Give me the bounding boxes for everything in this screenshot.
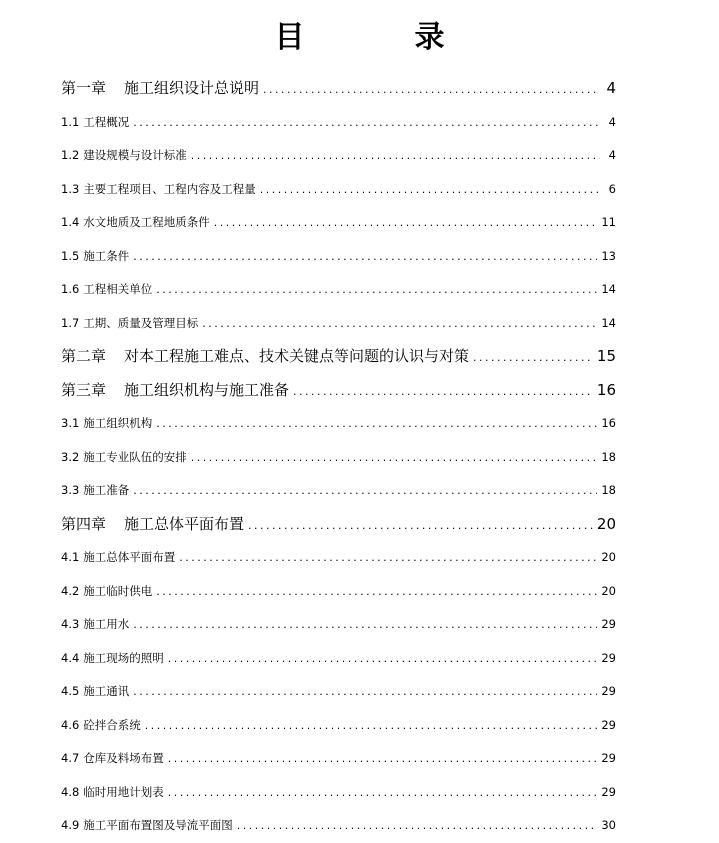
entry-number: 第一章 [61,79,107,97]
entry-title: 施工现场的照明 [83,650,164,665]
entry-title: 施工专业队伍的安排 [83,449,187,464]
entry-page-number: 16 [601,416,616,430]
dot-leader [133,608,597,642]
entry-title: 水文地质及工程地质条件 [83,215,210,229]
dot-leader [133,675,597,709]
dot-leader [473,341,593,375]
dot-leader [237,809,598,843]
document-title [0,18,719,58]
entry-title: 施工总体平面布置 [83,550,176,564]
entry-number: 4.9 [61,818,80,832]
entry-page-number: 29 [601,617,616,631]
toc-section-entry[interactable] [61,776,616,810]
entry-page-number: 29 [601,751,616,765]
dot-leader [260,173,600,207]
dot-leader [214,206,598,240]
entry-page-number: 20 [601,583,616,598]
entry-title: 工程相关单位 [83,282,153,296]
entry-title: 施工用水 [83,617,130,631]
entry-number: 4.7 [61,751,80,765]
entry-number: 1.4 [61,215,80,229]
entry-number: 1.7 [61,315,80,330]
entry-number: 4.2 [61,583,80,598]
entry-page-number: 4 [608,114,616,129]
toc-section-entry[interactable] [61,575,616,609]
entry-title: 施工平面布置图及导流平面图 [83,818,233,832]
dot-leader [133,106,600,140]
entry-title: 施工总体平面布置 [124,514,245,533]
toc-section-entry[interactable] [61,441,616,475]
entry-title: 施工条件 [83,248,130,263]
entry-page-number: 14 [601,315,616,330]
dot-leader [179,541,597,575]
title-char-2: 录 [414,20,445,55]
dot-leader [293,375,593,409]
entry-title: 施工临时供电 [83,583,153,598]
entry-number: 第三章 [61,380,107,399]
toc-section-entry[interactable] [61,809,616,843]
dot-leader [168,642,598,676]
entry-page-number: 18 [601,449,616,464]
dot-leader [202,307,597,341]
toc-section-entry[interactable] [61,206,616,240]
dot-leader [248,509,593,543]
toc-section-entry[interactable] [61,307,616,341]
dot-leader [191,139,600,173]
toc-chapter-entry[interactable] [61,508,616,542]
dot-leader [191,441,598,475]
dot-leader [263,73,600,107]
dot-leader [133,474,597,508]
entry-number: 1.3 [61,181,80,196]
dot-leader [145,709,598,743]
entry-number: 第四章 [61,514,107,533]
toc-section-entry[interactable] [61,106,616,140]
entry-page-number: 16 [596,380,616,399]
entry-number: 4.8 [61,784,80,799]
toc-section-entry[interactable] [61,173,616,207]
entry-page-number: 11 [601,215,616,229]
entry-page-number: 14 [601,282,616,296]
entry-page-number: 15 [596,347,616,365]
toc-section-entry[interactable] [61,709,616,743]
dot-leader [133,240,597,274]
entry-title: 施工组织机构与施工准备 [124,380,290,399]
entry-number: 第二章 [61,347,107,365]
entry-page-number: 4 [608,148,616,162]
toc-section-entry[interactable] [61,675,616,709]
dot-leader [156,575,597,609]
entry-number: 4.6 [61,717,80,732]
entry-title: 仓库及料场布置 [83,751,164,765]
entry-number: 4.5 [61,684,80,698]
entry-page-number: 20 [596,514,616,533]
entry-title: 砼拌合系统 [83,717,141,732]
toc-section-entry[interactable] [61,608,616,642]
entry-title: 施工通讯 [83,684,130,698]
entry-number: 4.1 [61,550,80,564]
entry-page-number: 29 [601,717,616,732]
entry-title: 施工准备 [83,483,130,497]
entry-page-number: 4 [606,79,616,97]
dot-leader [156,273,597,307]
toc-section-entry[interactable] [61,474,616,508]
entry-title: 对本工程施工难点、技术关键点等问题的认识与对策 [124,347,470,365]
entry-number: 3.1 [61,416,80,430]
entry-number: 3.3 [61,483,80,497]
entry-page-number: 20 [601,550,616,564]
entry-page-number: 18 [601,483,616,497]
entry-title: 工程概况 [83,114,130,129]
entry-title: 施工组织机构 [83,416,153,430]
toc-chapter-entry[interactable] [61,340,616,374]
entry-page-number: 13 [601,248,616,263]
table-of-contents [61,72,616,843]
entry-title: 主要工程项目、工程内容及工程量 [83,181,256,196]
entry-title: 临时用地计划表 [83,784,164,799]
toc-section-entry[interactable] [61,642,616,676]
entry-title: 施工组织设计总说明 [124,79,260,97]
toc-section-entry[interactable] [61,541,616,575]
entry-number: 1.6 [61,282,80,296]
entry-number: 4.4 [61,650,80,665]
toc-section-entry[interactable] [61,742,616,776]
entry-page-number: 29 [601,650,616,665]
toc-section-entry[interactable] [61,407,616,441]
entry-page-number: 29 [601,684,616,698]
title-char-1: 目 [274,20,305,55]
toc-section-entry[interactable] [61,240,616,274]
entry-title: 建设规模与设计标准 [83,148,187,162]
entry-page-number: 30 [601,818,616,832]
toc-chapter-entry[interactable] [61,374,616,408]
dot-leader [168,776,598,810]
toc-section-entry[interactable] [61,139,616,173]
entry-number: 4.3 [61,617,80,631]
entry-number: 3.2 [61,449,80,464]
entry-number: 1.5 [61,248,80,263]
toc-section-entry[interactable] [61,273,616,307]
dot-leader [156,407,597,441]
entry-title: 工期、质量及管理目标 [83,315,199,330]
toc-chapter-entry[interactable] [61,72,616,106]
entry-page-number: 6 [608,181,616,196]
entry-page-number: 29 [601,784,616,799]
entry-number: 1.2 [61,148,80,162]
entry-number: 1.1 [61,114,80,129]
dot-leader [168,742,598,776]
